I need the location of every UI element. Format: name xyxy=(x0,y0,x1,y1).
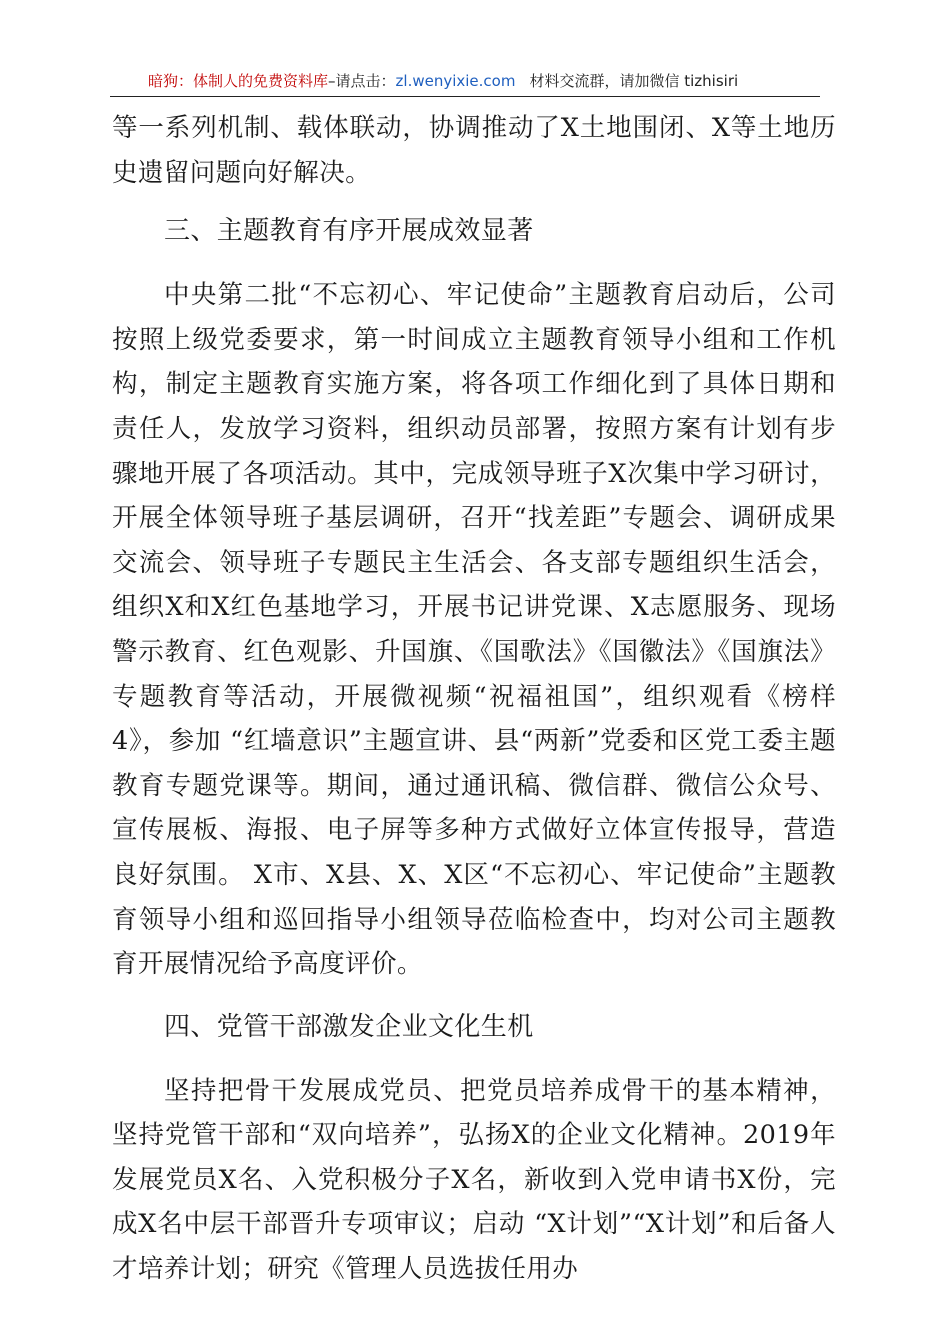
header-click-prompt: –请点击： xyxy=(328,72,396,90)
intro-paragraph: 等一系列机制、载体联动，协调推动了X土地围闭、X等土地历史遗留问题向好解决。 xyxy=(112,113,836,188)
section-4-paragraph: 坚持把骨干发展成党员、把党员培养成骨干的基本精神，坚持党管干部和“双向培养”，弘扬X的企业文化精神。2019年发展党员X名、入党积极分子X名，新收到入党申请书X份，完成X名中层干部晋升专项审议；启动 “X计划”“X计划”和后备人才培养计划；研究《管理人员选拔任用办 xyxy=(112,1075,836,1285)
section-3-paragraph: 中央第二批“不忘初心、牢记使命”主题教育启动后，公司按照上级党委要求，第一时间成立主题教育领导小组和工作机构，制定主题教育实施方案，将各项工作细化到了具体日期和责任人，发放学习资料，组织动员部署，按照方案有计划有步骤地开展了各项活动。其中，完成领导班子X次集中学习研讨，开展全体领导班子基层调研，召开“找差距”专题会、调研成果交流会、领导班子专题民主生活会、各支部专题组织生活会，组织X和X红色基地学习，开展书记讲党课、X志愿服务、现场警示教育、红色观影、升国旗、《国歌法》《国徽法》《国旗法》专题教育等活动，开展微视频“祝福祖国”，组织观看《榜样4》，参加 “红墙意识”主题宣讲、县“两新”党委和区党工委主题教育专题党课等。期间，通过通讯稿、微信群、微信公众号、宣传展板、海报、电子屏等多种方式做好立体宣传报导，营造良好氛围。 X市、X县、X、X区“不忘初心、牢记使命”主题教育领导小组和巡回指导小组领导莅临检查中，均对公司主题教育开展情况给予高度评价。 xyxy=(112,280,836,980)
section-heading-4: 四、党管干部激发企业文化生机 xyxy=(164,1011,534,1042)
header-wechat-group: 材料交流群，请加微信 tizhisiri xyxy=(529,72,739,90)
header-link[interactable]: zl.wenyixie.com xyxy=(395,72,516,90)
page-header xyxy=(110,66,820,97)
header-brand[interactable]: 暗狗：体制人的免费资料库 xyxy=(148,72,329,90)
document-body xyxy=(112,106,836,1292)
section-heading-3: 三、主题教育有序开展成效显著 xyxy=(164,216,534,247)
